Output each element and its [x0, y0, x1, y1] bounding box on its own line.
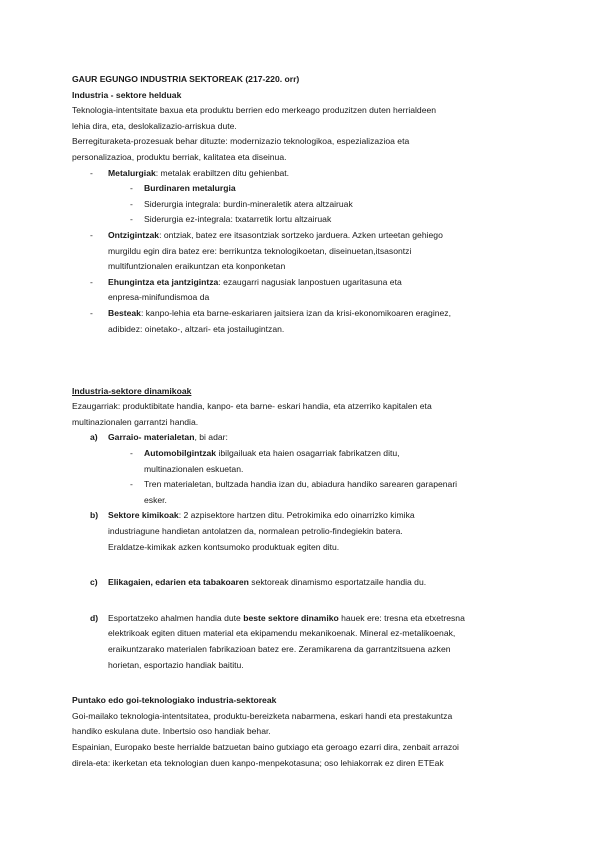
bullet-marker: - — [130, 183, 133, 194]
sublist-text: multinazionalen eskuetan. — [144, 463, 244, 474]
term-text: : metalak erabiltzen ditu gehienbat. — [155, 167, 290, 178]
list-item-d — [72, 611, 532, 673]
list-marker: a) — [90, 432, 98, 443]
subterm-label: Burdinaren metalurgia — [144, 183, 236, 194]
term-text: enpresa-minifundismoa da — [108, 292, 210, 303]
list-item-c — [72, 575, 532, 591]
term-label: Ehungintza eta jantzigintza — [108, 276, 219, 287]
paragraph-line: Espainian, Europako beste herrialde batzuetan baino gutxiago eta geroago ezarri dira, zenbait arrazoi — [72, 741, 459, 752]
bullet-marker: - — [130, 214, 133, 225]
term-text: : ezaugarri nagusiak lanpostuen ugaritasuna eta — [218, 276, 402, 287]
bullet-marker: - — [130, 479, 133, 490]
bullet-marker: - — [90, 307, 93, 318]
bullet-marker: - — [90, 167, 93, 178]
bullet-marker: - — [90, 276, 93, 287]
section-heading-dynamic: Industria-sektore dinamikoak — [72, 385, 192, 396]
sublist-item — [72, 181, 532, 197]
section-heading-mature: Industria - sektore helduak — [72, 89, 182, 100]
document-title: GAUR EGUNGO INDUSTRIA SEKTOREAK (217-220. orr) — [72, 74, 300, 84]
sublist-item-tren — [72, 477, 532, 508]
paragraph-line: handiko eskulana dute. Inbertsio oso handiak behar. — [72, 726, 271, 737]
term-label: Ontzigintzak — [108, 229, 160, 240]
term-label: Garraio- materialetan — [108, 432, 195, 443]
bullet-marker: - — [90, 229, 93, 240]
term-text: : ontziak, batez ere itsasontziak sortzeko jarduera. Azken urteetan gehiego — [159, 229, 443, 240]
sublist-text: Siderurgia ez-integrala: txatarretik lortu altzairuak — [144, 214, 332, 225]
sublist-item — [72, 197, 532, 213]
sublist-text: Tren materialetan, bultzada handia izan du, abiadura handiko sarearen garapenari — [144, 479, 458, 490]
list-item-b — [72, 508, 532, 555]
paragraph-line: personalizazioa, produktu berriak, kalitatea eta diseinua. — [72, 151, 287, 162]
paragraph-line: multinazionalen garrantzi handia. — [72, 416, 199, 427]
list-marker: b) — [90, 510, 99, 521]
term-text: adibidez: oinetako-, altzari- eta jostailugintzan. — [108, 323, 285, 334]
term-label: Besteak — [108, 307, 141, 318]
paragraph-line: direla-eta: ikerketan eta teknologian duen kanpo-menpekotasuna; oso lehiakorrak ez diren ETEak — [72, 757, 444, 768]
document-body — [72, 72, 532, 771]
term-text: murgildu egin dira batez ere: berrikuntza teknologikoetan, diseinuetan,itsasontzi — [108, 245, 412, 256]
paragraph-line: Berregituraketa-prozesuak behar dituzte: modernizazio teknologikoa, espezializazioa eta — [72, 136, 410, 147]
term-text: , bi adar: — [194, 432, 228, 443]
sublist-text: esker. — [144, 494, 167, 505]
term-text: sektoreak dinamismo esportatzaile handia du. — [248, 577, 427, 588]
term-text: elektrikoak egiten dituen material eta ekipamendu mekanikoenak. Mineral ez-metalikoenak, — [108, 628, 456, 639]
term-text: horietan, esportazio handiak baititu. — [108, 659, 244, 670]
term-label: Elikagaien, edarien eta tabakoaren — [108, 577, 249, 588]
list-marker: d) — [90, 612, 99, 623]
list-marker: c) — [90, 577, 98, 588]
term-label: Metalurgiak — [108, 167, 156, 178]
sublist-text: ibilgailuak eta haien osagarriak fabrikatzen ditu, — [216, 448, 400, 459]
term-text: : 2 azpisektore hartzen ditu. Petrokimika edo oinarrizko kimika — [178, 510, 415, 521]
term-label: beste sektore dinamiko — [243, 612, 339, 623]
list-item-metalurgia — [72, 166, 532, 182]
term-text: : kanpo-lehia eta barne-eskariaren jaitsiera izan da krisi-ekonomikoaren eraginez, — [140, 307, 451, 318]
list-item-ehungintza — [72, 275, 532, 306]
term-text: Eraldatze-kimikak azken kontsumoko produktuak egiten ditu. — [108, 541, 340, 552]
paragraph-line: lehia dira, eta, deslokalizazio-arriskua dute. — [72, 120, 237, 131]
list-item-a — [72, 430, 532, 446]
paragraph-line: Teknologia-intentsitate baxua eta produktu berrien edo merkeago produzitzen duten herrialdeen — [72, 105, 437, 116]
term-text: multifuntzionalen eraikuntzan eta konponketan — [108, 261, 286, 272]
section-heading-hightech: Puntako edo goi-teknologiako industria-sektoreak — [72, 695, 277, 706]
list-item-besteak — [72, 306, 532, 337]
term-text: Esportatzeko ahalmen handia dute — [108, 612, 244, 623]
paragraph-line: Goi-mailako teknologia-intentsitatea, produktu-bereizketa nabarmena, eskari handi eta prestakuntza — [72, 710, 453, 721]
subterm-label: Automobilgintzak — [144, 448, 217, 459]
list-item-ontzigintza — [72, 228, 532, 275]
term-text: hauek ere: tresna eta etxetresna — [338, 612, 465, 623]
sublist-item — [72, 212, 532, 228]
bullet-marker: - — [130, 448, 133, 459]
term-text: eraikuntzarako materialen fabrikazioan batez ere. Zeramikarena da garrantzitsuena azken — [108, 644, 451, 654]
term-label: Sektore kimikoak — [108, 510, 179, 521]
sublist-text: Siderurgia integrala: burdin-mineraletik atera altzairuak — [144, 198, 353, 209]
sublist-item-automobil — [72, 446, 532, 477]
bullet-marker: - — [130, 198, 133, 209]
term-text: industriagune handietan antolatzen da, normalean petrolio-findegiekin batera. — [108, 526, 403, 537]
paragraph-line: Ezaugarriak: produktibitate handia, kanpo- eta barne- eskari handia, eta atzerriko kapitalen eta — [72, 401, 432, 412]
